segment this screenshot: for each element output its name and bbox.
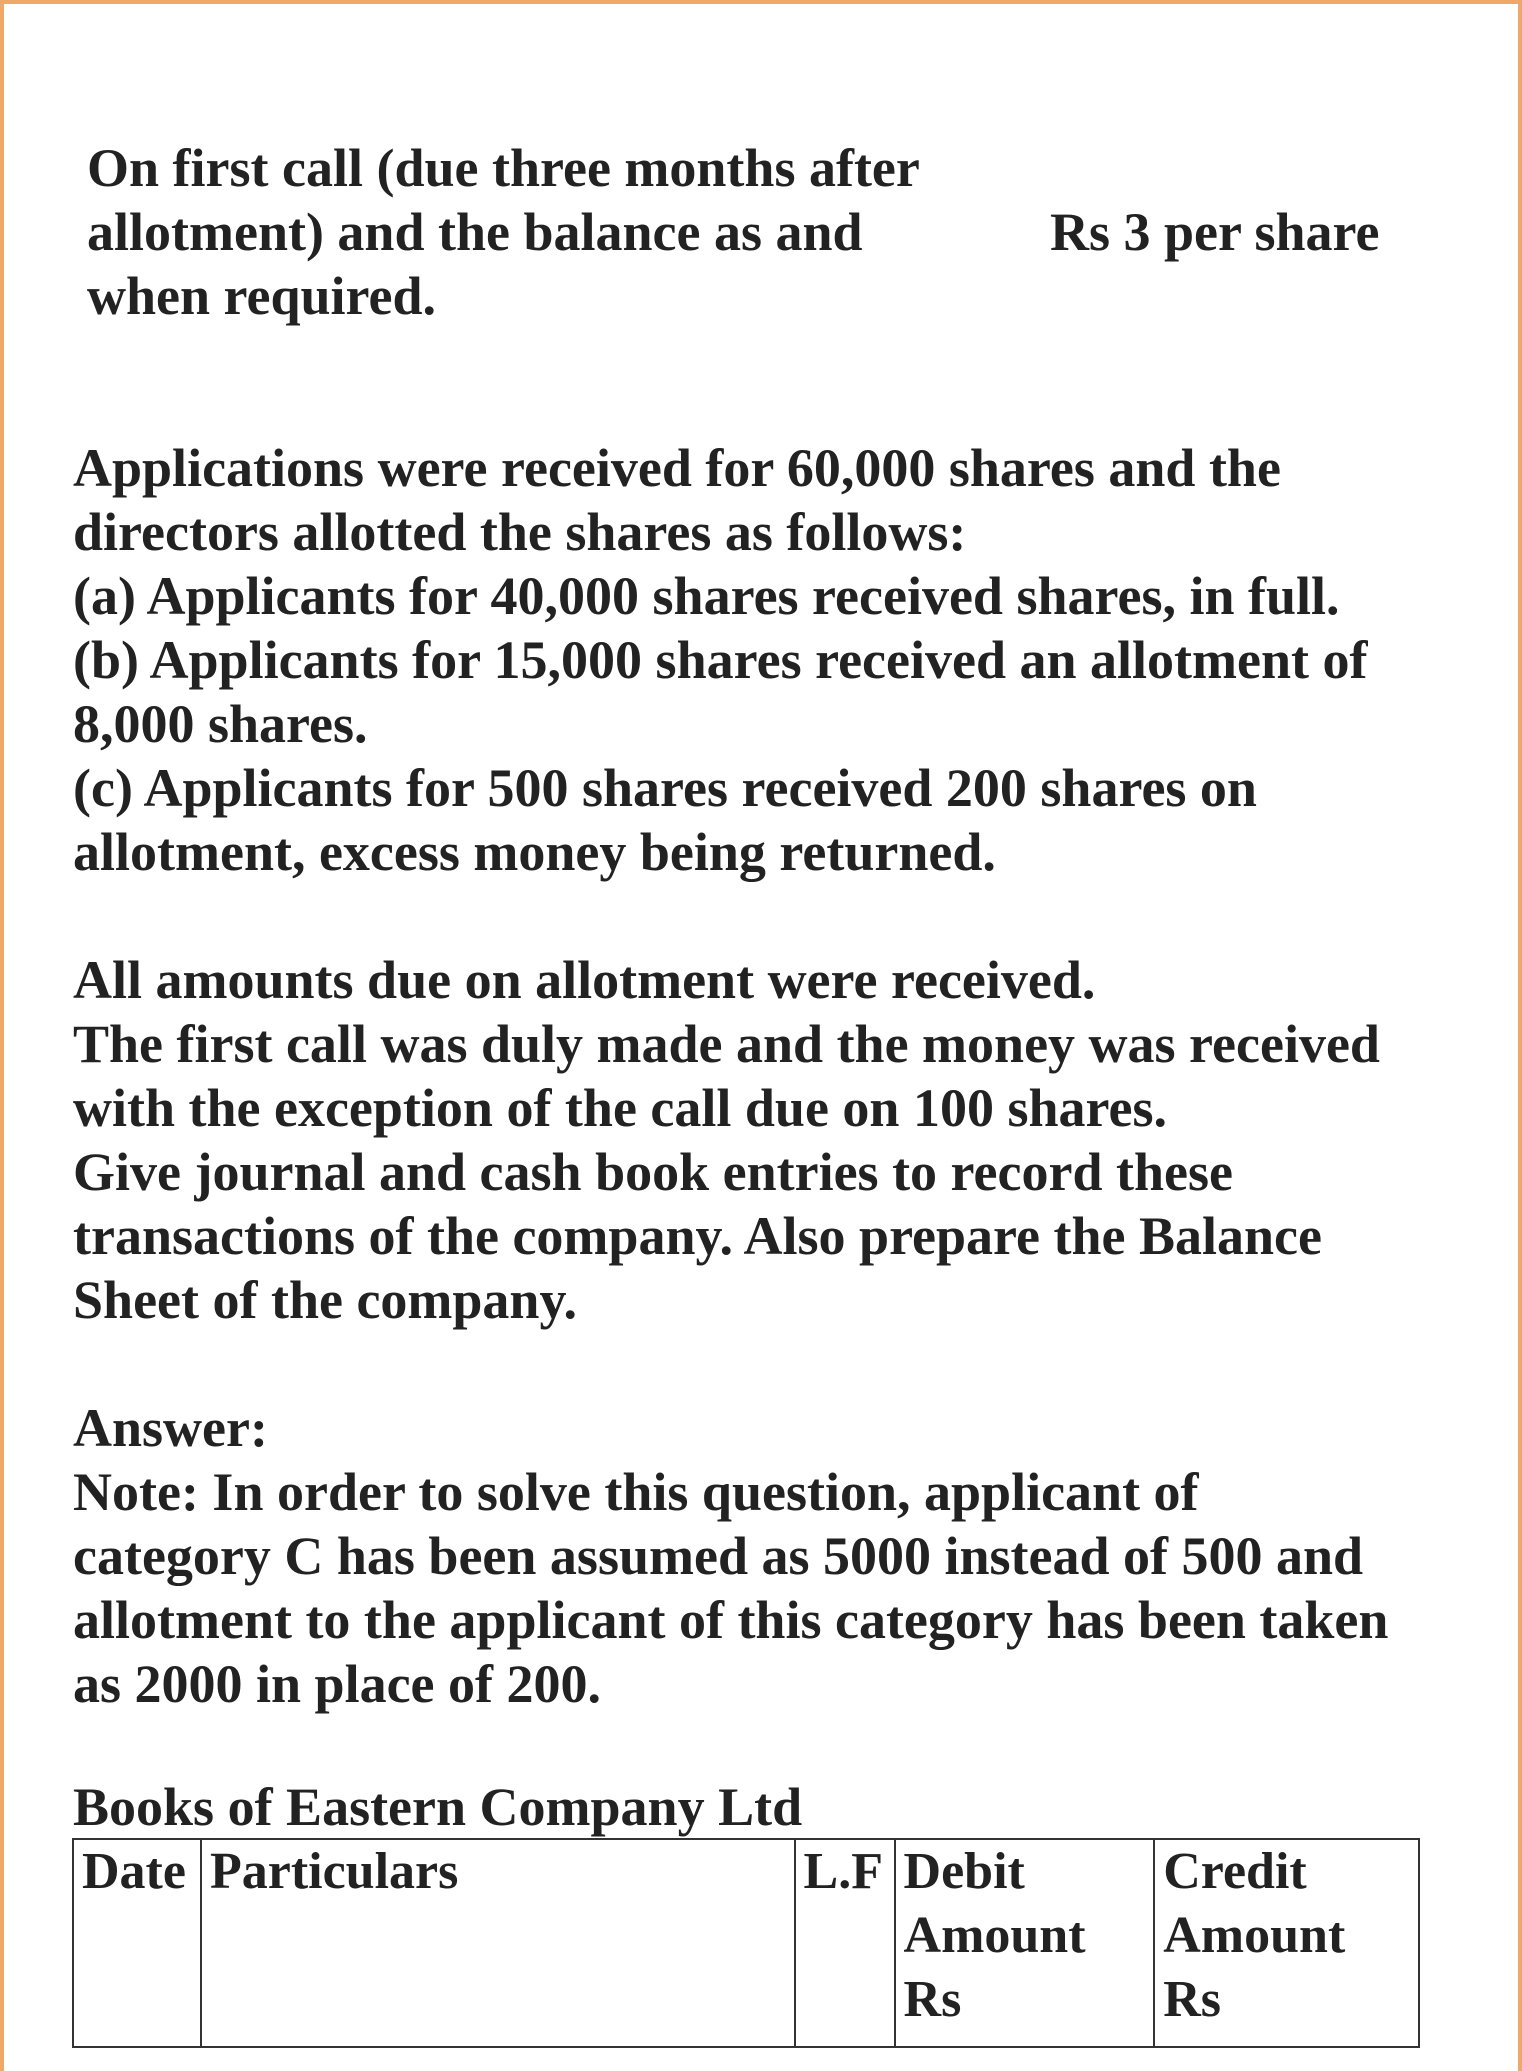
call-terms-line-1: On first call (due three months after xyxy=(87,138,920,198)
answer-heading: Answer: xyxy=(73,1398,268,1458)
applications-line-1: Applications were received for 60,000 shares and the xyxy=(73,438,1281,498)
header-credit xyxy=(1154,1839,1419,2047)
header-debit xyxy=(895,1839,1155,2047)
header-debit-line-3: Rs xyxy=(903,1971,962,2028)
instructions-line-4: Give journal and cash book entries to record these xyxy=(73,1142,1233,1202)
applications-line-2: directors allotted the shares as follows: xyxy=(73,502,967,562)
header-lf-label: L.F xyxy=(803,1843,883,1900)
header-date-label: Date xyxy=(82,1843,186,1900)
answer-note-line-2: category C has been assumed as 5000 instead of 500 and xyxy=(73,1526,1364,1586)
instructions-line-1: All amounts due on allotment were received. xyxy=(73,950,1096,1010)
call-terms-amount: Rs 3 per share xyxy=(1050,202,1380,262)
header-credit-line-1: Credit xyxy=(1163,1843,1307,1900)
applications-line-7: allotment, excess money being returned. xyxy=(73,822,996,882)
call-terms-line-3: when required. xyxy=(87,266,437,326)
instructions-line-6: Sheet of the company. xyxy=(73,1270,577,1330)
journal-table xyxy=(72,1838,1420,2048)
instructions-line-2: The first call was duly made and the money was received xyxy=(73,1014,1380,1074)
header-date xyxy=(73,1839,201,2047)
answer-note-line-1: Note: In order to solve this question, applicant of xyxy=(73,1462,1199,1522)
header-credit-line-2: Amount xyxy=(1163,1907,1346,1964)
applications-line-5: 8,000 shares. xyxy=(73,694,368,754)
books-title: Books of Eastern Company Ltd xyxy=(73,1777,803,1837)
call-terms-line-2: allotment) and the balance as and xyxy=(87,202,863,262)
applications-line-4: (b) Applicants for 15,000 shares received an allotment of xyxy=(73,630,1368,690)
header-credit-line-3: Rs xyxy=(1163,1971,1222,2028)
header-particulars-label: Particulars xyxy=(209,1843,459,1900)
instructions-line-3: with the exception of the call due on 100 shares. xyxy=(73,1078,1167,1138)
header-lf xyxy=(795,1839,895,2047)
answer-note-line-4: as 2000 in place of 200. xyxy=(73,1654,602,1714)
journal-header-row xyxy=(73,1839,1419,2047)
instructions-line-5: transactions of the company. Also prepare the Balance xyxy=(73,1206,1322,1266)
applications-line-6: (c) Applicants for 500 shares received 200 shares on xyxy=(73,758,1257,818)
header-debit-line-2: Amount xyxy=(903,1907,1086,1964)
answer-note-line-3: allotment to the applicant of this category has been taken xyxy=(73,1590,1389,1650)
header-particulars xyxy=(201,1839,795,2047)
header-debit-line-1: Debit xyxy=(903,1843,1025,1900)
applications-line-3: (a) Applicants for 40,000 shares received shares, in full. xyxy=(73,566,1340,626)
